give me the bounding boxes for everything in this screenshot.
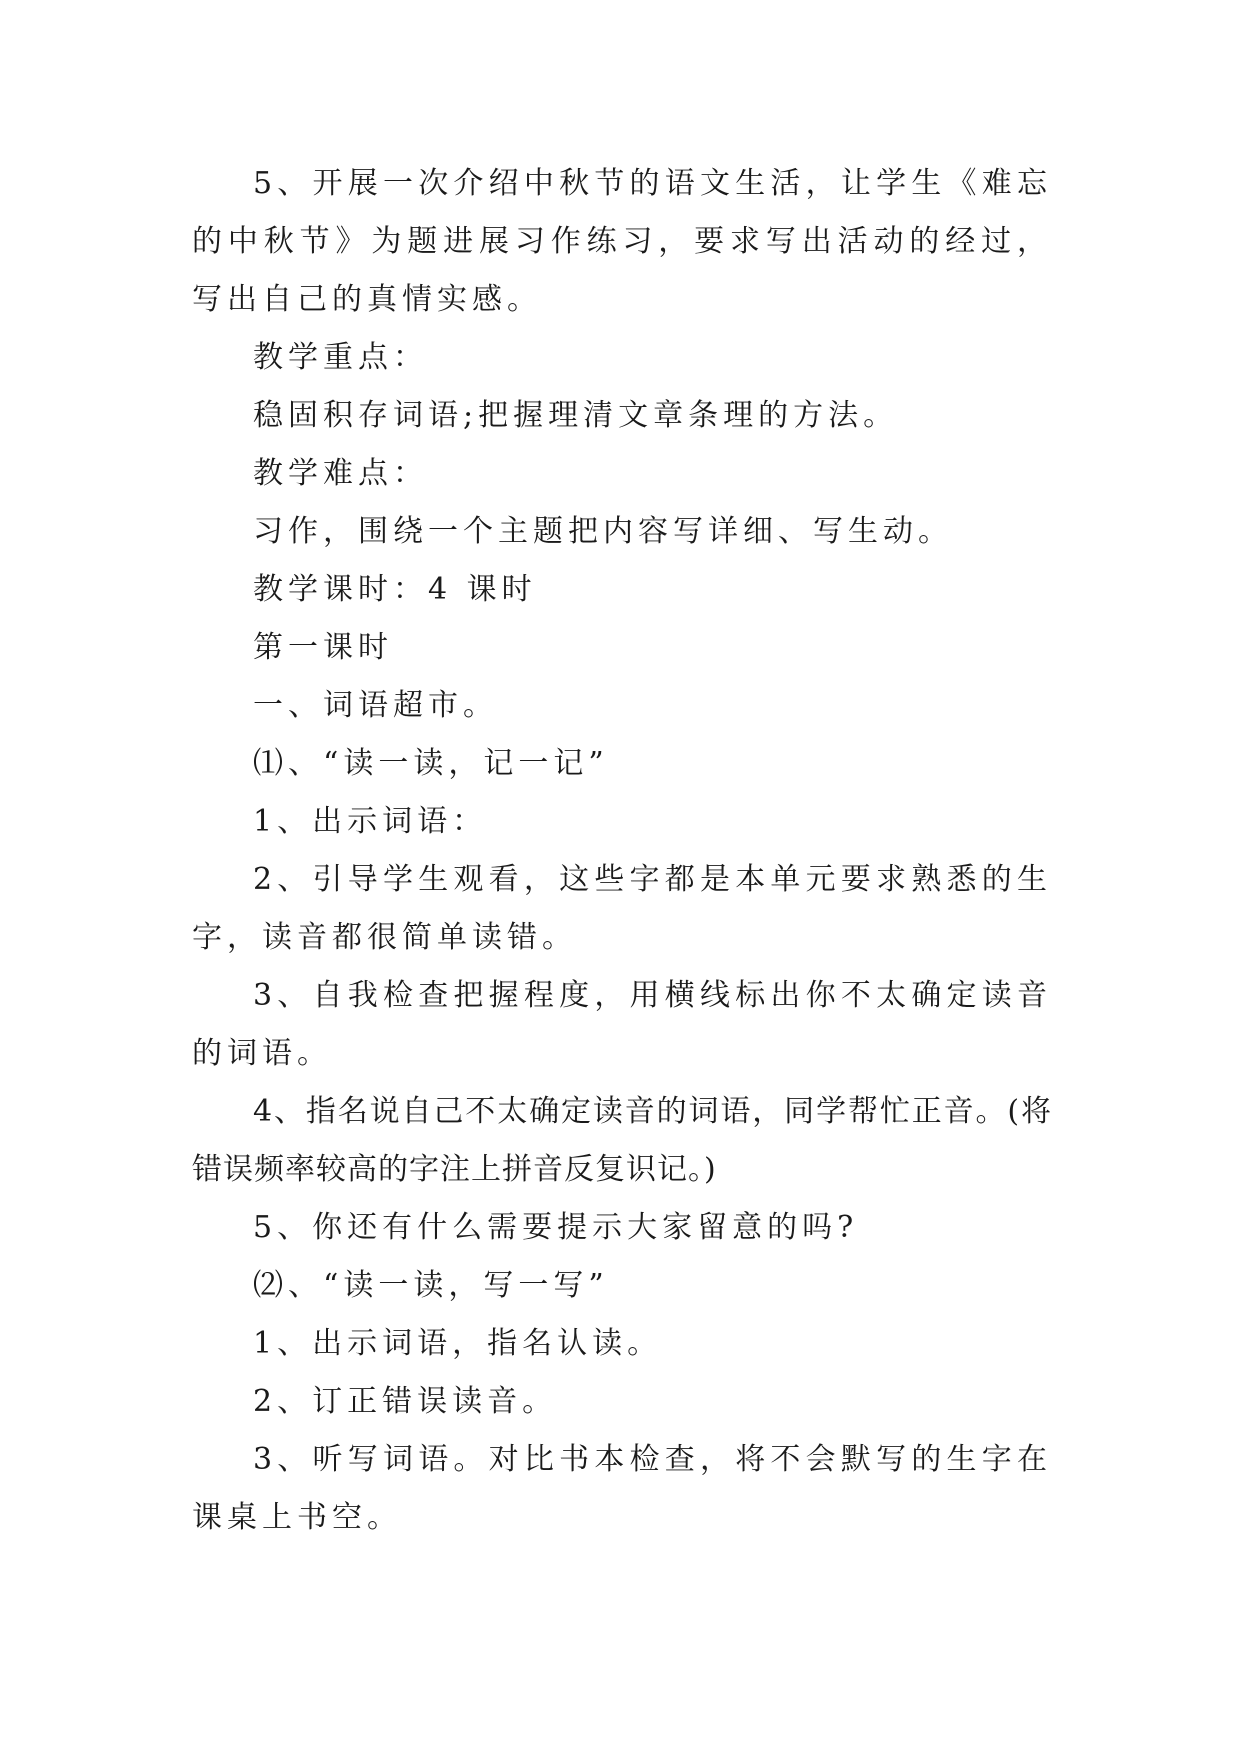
step-self-check: 3、自我检查把握程度，用横线标出你不太确定读音的词语。 xyxy=(192,978,1052,1071)
heading-word-supermarket: 一、词语超市。 xyxy=(253,688,498,723)
step-show-read: 1、出示词语，指名认读。 xyxy=(253,1326,663,1361)
heading-read-write: ⑵、“读一读，写一写” xyxy=(253,1268,609,1303)
paragraph-difficulties: 习作，围绕一个主题把内容写详细、写生动。 xyxy=(253,514,953,549)
step-guide-observe: 2、引导学生观看，这些字都是本单元要求熟悉的生字，读音都很简单读错。 xyxy=(192,862,1052,955)
step-correct-errors: 2、订正错误读音。 xyxy=(253,1384,558,1419)
step-show-words: 1、出示词语： xyxy=(253,804,488,839)
paragraph-key-points: 稳固积存词语;把握理清文章条理的方法。 xyxy=(253,398,899,433)
step-correct-pronunciation: 4、指名说自己不太确定读音的词语，同学帮忙正音。(将错误频率较高的字注上拼音反复识记。) xyxy=(192,1094,1052,1187)
step-reminders: 5、你还有什么需要提示大家留意的吗? xyxy=(253,1210,859,1245)
heading-first-lesson: 第一课时 xyxy=(253,630,393,665)
paragraph-class-hours: 教学课时：4 课时 xyxy=(253,572,537,607)
heading-difficulties: 教学难点： xyxy=(253,456,428,491)
step-dictation: 3、听写词语。对比书本检查，将不会默写的生字在课桌上书空。 xyxy=(192,1442,1052,1535)
heading-read-remember: ⑴、“读一读，记一记” xyxy=(253,746,609,781)
heading-key-points: 教学重点： xyxy=(253,340,428,375)
paragraph-activity-5: 5、开展一次介绍中秋节的语文生活，让学生《难忘的中秋节》为题进展习作练习，要求写出活动的经过，写出自己的真情实感。 xyxy=(192,166,1052,317)
document-page xyxy=(192,155,1052,1547)
